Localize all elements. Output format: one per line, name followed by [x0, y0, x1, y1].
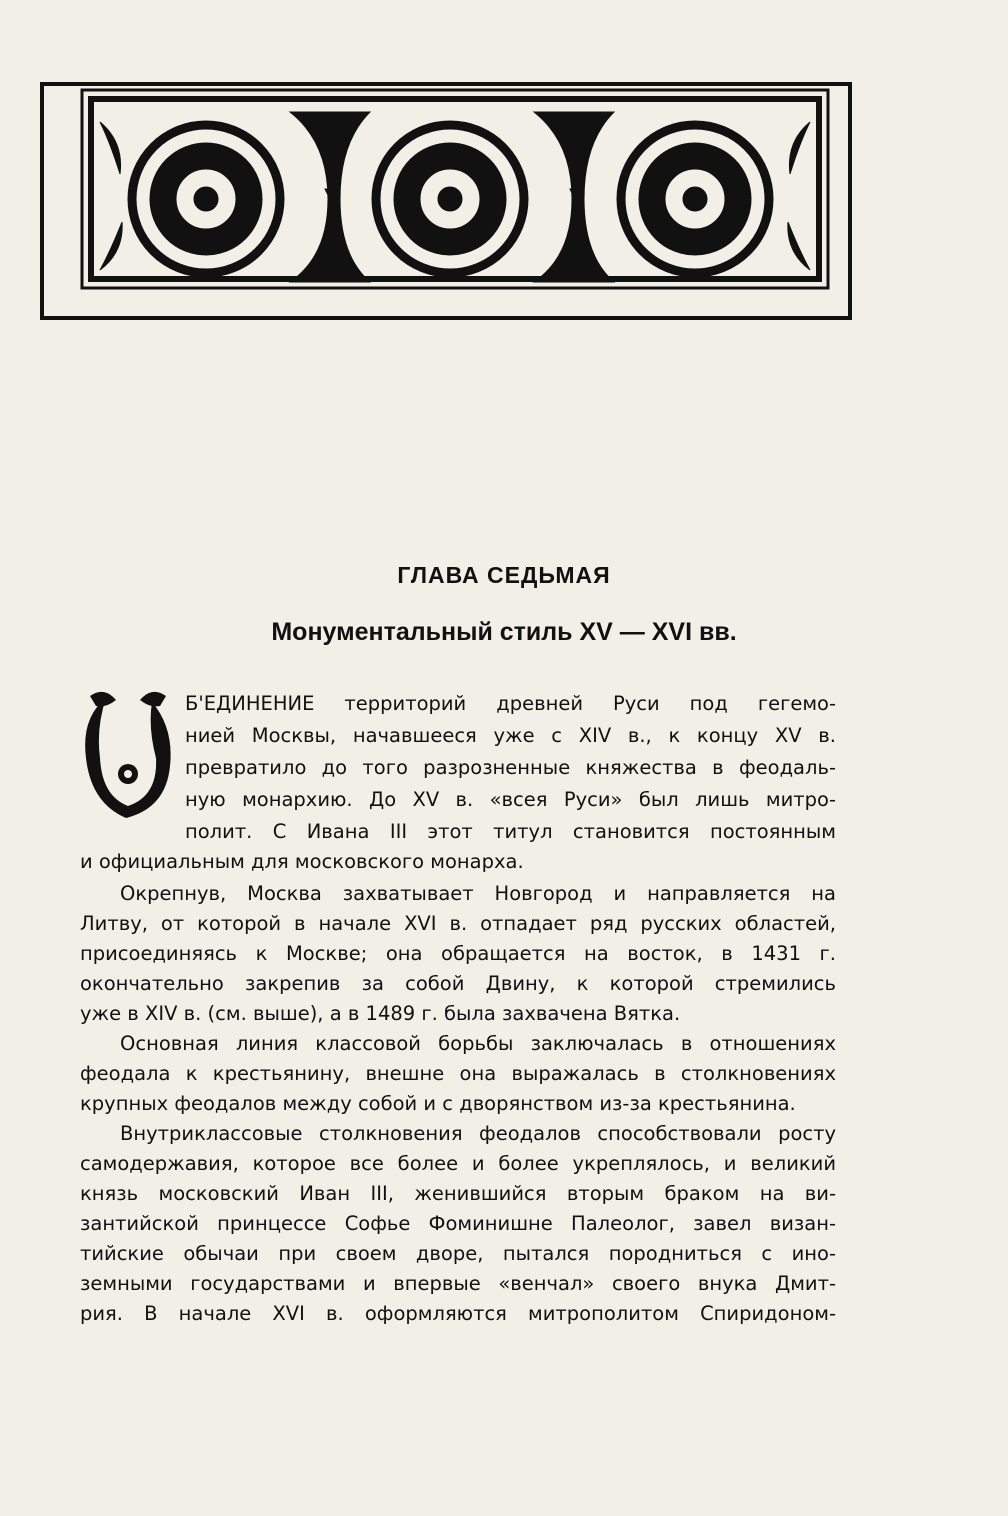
text-line: зантийской принцессе Софье Фоминишне Палеолог, завел визан-: [80, 1212, 836, 1235]
text-line: полит. С Ивана III этот титул становится постоянным: [185, 820, 836, 843]
text-line: окончательно закрепив за собой Двину, к которой стремились: [80, 972, 836, 995]
text-line: Литву, от которой в начале XVI в. отпадает ряд русских областей,: [80, 912, 836, 935]
ornamental-headpiece: [40, 82, 852, 320]
text-line: тийские обычаи при своем дворе, пытался породниться с ино-: [80, 1242, 836, 1265]
chapter-label: ГЛАВА СЕДЬМАЯ: [397, 562, 611, 588]
text-line: Внутриклассовые столкновения феодалов способствовали росту: [120, 1122, 836, 1145]
text-line: уже в XIV в. (см. выше), а в 1489 г. была захвачена Вятка.: [80, 1002, 681, 1025]
chapter-title: Монументальный стиль XV — XVI вв.: [271, 618, 737, 646]
text-line: князь московский Иван III, женившийся вторым браком на ви-: [80, 1182, 836, 1205]
text-line: рия. В начале XVI в. оформляются митрополитом Спиридоном-: [80, 1302, 836, 1325]
text-line: превратило до того разрозненные княжества в феодаль-: [185, 756, 836, 779]
text-line: феодала к крестьянину, внешне она выражалась в столкновениях: [80, 1062, 836, 1085]
text-line: Окрепнув, Москва захватывает Новгород и направляется на: [120, 882, 836, 905]
text-line: нией Москвы, начавшееся уже с XIV в., к концу XV в.: [185, 724, 836, 747]
text-line: крупных феодалов между собой и с дворянством из-за крестьянина.: [80, 1092, 796, 1115]
decorative-initial-o: [76, 688, 180, 828]
text-line: Б'ЕДИНЕНИЕ территорий древней Руси под гегемо-: [185, 692, 836, 715]
text-line: земными государствами и впервые «венчал» своего внука Дмит-: [80, 1272, 836, 1295]
text-line: самодержавия, которое все более и более укреплялось, и великий: [80, 1152, 836, 1175]
text-line: присоединяясь к Москве; она обращается на восток, в 1431 г.: [80, 942, 836, 965]
text-line: ную монархию. До XV в. «всея Руси» был лишь митро-: [185, 788, 836, 811]
text-line: Основная линия классовой борьбы заключалась в отношениях: [120, 1032, 836, 1055]
text-line: и официальным для московского монарха.: [80, 850, 524, 873]
